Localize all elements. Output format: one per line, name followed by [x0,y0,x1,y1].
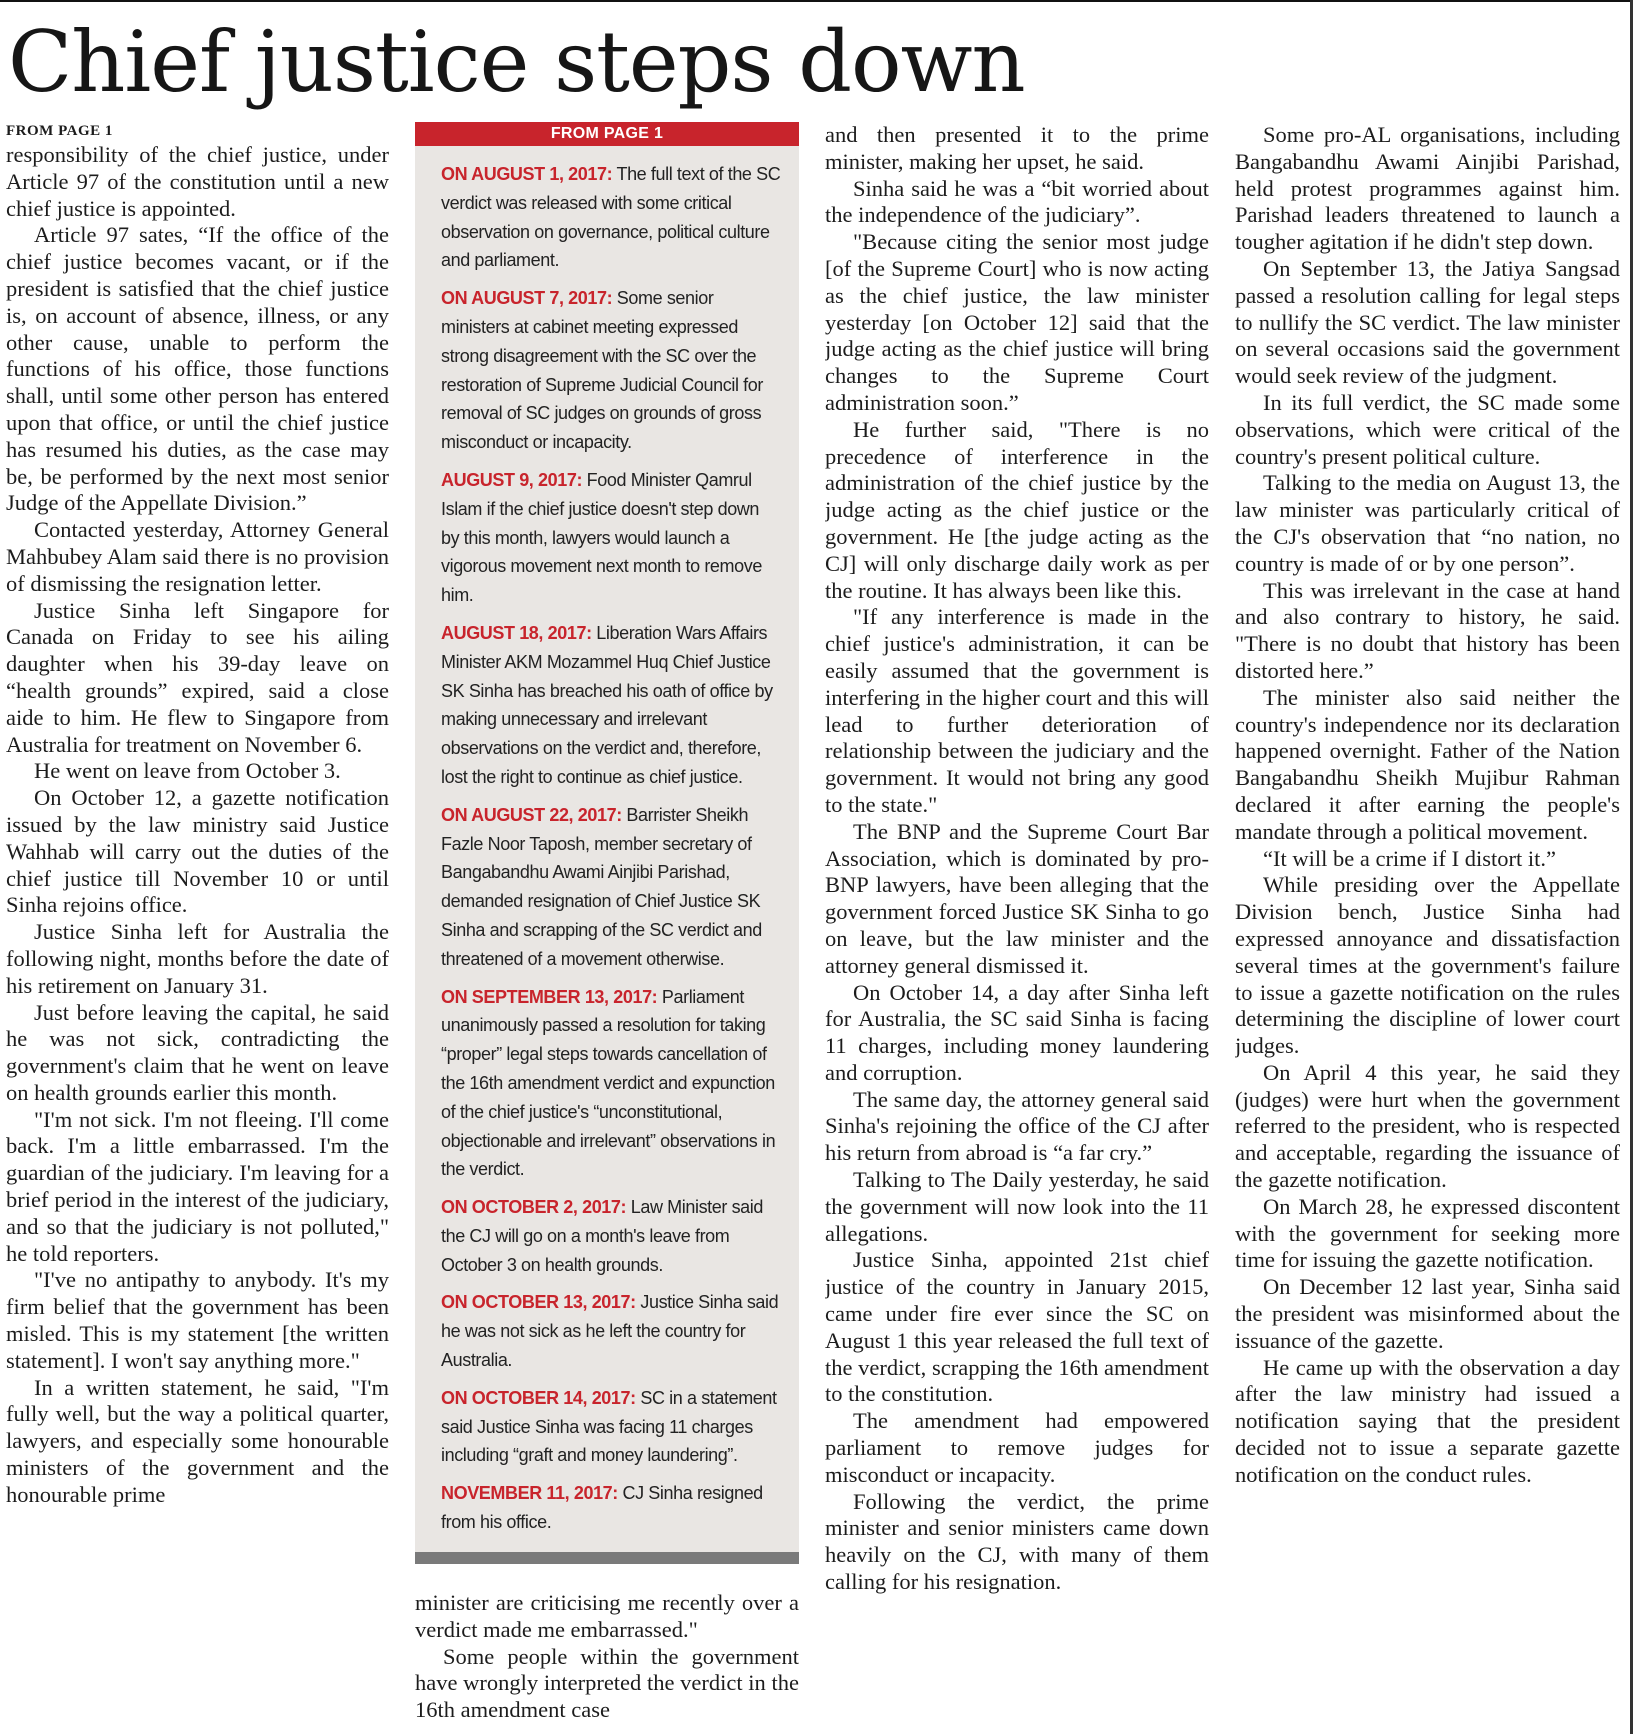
paragraph: Article 97 sates, “If the office of the chief justice becomes vacant, or if the president is satisfied that the chief justice is, on account of absence, illness, or any other cause, unable to perform the functions of his office, those functions shall, until some other person has entered upon that office, or until the chief justice has resumed his duties, as the case may be, be performed by the next most senior Judge of the Appellate Division.” [6,222,389,516]
paragraph: He further said, "There is no precedence of interference in the administration of the chief justice by the judge acting as the chief justice or the government. He [the judge acting as the CJ] will only discharge daily work as per the routine. It has always been like this. [825,416,1209,603]
timeline-entry [441,284,781,457]
timeline-text: Law Minister said the CJ will go on a month's leave from October 3 on health grounds. [441,1197,764,1275]
paragraph: and then presented it to the prime minister, making her upset, he said. [825,122,1209,174]
paragraph: "I'm not sick. I'm not fleeing. I'll come back. I'm a little embarrassed. I'm the guardian of the judiciary. I'm leaving for a brief period in the interest of the judiciary, and so that the judiciary is not polluted," he told reporters. [6,1106,389,1266]
paragraph: Just before leaving the capital, he said he was not sick, contradicting the government's claim that he went on leave on health grounds earlier this month. [6,999,389,1105]
timeline-text: CJ Sinha resigned from his office. [441,1483,763,1533]
top-rule [0,0,1633,2]
paragraph: The minister also said neither the country's independence nor its declaration happened overnight. Father of the Nation Bangabandhu Sheikh Mujibur Rahman declared it after earning the people's mandate through a political movement. [1235,684,1620,844]
timeline-text: Justice Sinha said he was not sick as he left the country for Australia. [441,1292,779,1371]
timeline-footer-bar [415,1552,799,1564]
timeline-entry [441,983,781,1185]
timeline-date: ON AUGUST 22, 2017: [441,804,622,825]
timeline-date: AUGUST 18, 2017: [441,622,592,643]
headline: Chief justice steps down [8,13,1025,111]
timeline-body [415,146,799,1537]
paragraph: "I've no antipathy to anybody. It's my firm belief that the government has been misled. This is my statement [the written statement]. I won't say anything more." [6,1267,389,1373]
timeline-entry [441,1193,781,1279]
timeline-text: Food Minister Qamrul Islam if the chief justice doesn't step down by this month, lawyers would launch a vigorous movement next month to remove him. [441,469,762,606]
timeline-date: NOVEMBER 11, 2017: [441,1483,618,1504]
timeline-date: ON OCTOBER 14, 2017: [441,1387,636,1408]
paragraph: "Because citing the senior most judge [of the Supreme Court] who is now acting as the chief justice, the law minister yesterday [on October 12] said that the judge acting as the chief justice will bring changes to the Supreme Court administration soon.” [825,229,1209,415]
timeline-entry [441,1288,781,1374]
timeline-date: ON SEPTEMBER 13, 2017: [441,986,658,1007]
timeline-entry [441,466,781,610]
column-3 [825,122,1209,1732]
from-page-kicker: FROM PAGE 1 [6,123,113,139]
timeline-text: Liberation Wars Affairs Minister AKM Mozammel Huq Chief Justice SK Sinha has breached his oath of office by making unnecessary and irrelevant observations on the verdict and, therefore, lost the right to continue as chief justice. [441,622,773,787]
column-4 [1235,122,1620,1732]
paragraph: Justice Sinha, appointed 21st chief justice of the country in January 2015, came under fire ever since the SC on August 1 this year released the full text of the verdict, scrapping the 16th amendment to the constitution. [825,1247,1209,1407]
paragraph: On October 14, a day after Sinha left for Australia, the SC said Sinha is facing 11 charges, including money laundering and corruption. [825,979,1209,1085]
paragraph: minister are criticising me recently over a verdict made me embarrassed." [415,1590,799,1642]
timeline-date: ON OCTOBER 2, 2017: [441,1197,627,1218]
paragraph: Talking to The Daily yesterday, he said the government will now look into the 11 allegations. [825,1167,1209,1246]
paragraph: Some pro-AL organisations, including Bangabandhu Awami Ainjibi Parishad, held protest programmes against him. Parishad leaders threatened to launch a tougher agitation if he didn't step down. [1235,122,1620,255]
timeline-text: Some senior ministers at cabinet meeting expressed strong disagreement with the SC over the restoration of Supreme Judicial Council for removal of SC judges on grounds of gross misconduct or incapacity. [441,288,763,453]
timeline-date: AUGUST 9, 2017: [441,469,583,490]
paragraph: Talking to the media on August 13, the law minister was particularly critical of the CJ's observation that “no nation, no country is made of or by one person”. [1235,470,1620,576]
timeline-entry [441,619,781,792]
timeline-date: ON OCTOBER 13, 2017: [441,1292,636,1313]
paragraph: While presiding over the Appellate Division bench, Justice Sinha had expressed annoyance and dissatisfaction several times at the government's failure to issue a gazette notification on the rules determining the discipline of lower court judges. [1235,872,1620,1059]
paragraph: He went on leave from October 3. [34,758,341,784]
timeline-header: FROM PAGE 1 [415,122,799,146]
paragraph: "If any interference is made in the chief justice's administration, it can be easily assumed that the government is interfering in the higher court and this will lead to further deterioration of relationship between the judiciary and the government. It would not bring any good to the state." [825,604,1209,817]
timeline-box [415,122,799,1564]
paragraph: Some people within the government have wrongly interpreted the verdict in the 16th amendment case [415,1643,799,1723]
paragraph: Contacted yesterday, Attorney General Mahbubey Alam said there is no provision of dismissing the resignation letter. [6,517,389,596]
timeline-date: ON AUGUST 1, 2017: [441,164,613,184]
paragraph: The BNP and the Supreme Court Bar Association, which is dominated by pro-BNP lawyers, have been alleging that the government forced Justice SK Sinha to go on leave, but the law minister and the attorney general dismissed it. [825,818,1209,978]
timeline-text: Parliament unanimously passed a resolution for taking “proper” legal steps towards cancellation of the 16th amendment verdict and expunction of the chief justice's “unconstitutional, objectionable and irrelevant” observations in the verdict. [441,986,776,1180]
timeline-entry [441,160,781,275]
paragraph: On December 12 last year, Sinha said the president was misinformed about the issuance of the gazette. [1235,1274,1620,1353]
timeline-entry [441,1384,781,1470]
paragraph: Justice Sinha left Singapore for Canada on Friday to see his ailing daughter when his 39-day leave on “health grounds” expired, said a close aide to him. He flew to Singapore from Australia for treatment on November 6. [6,597,389,757]
column-1 [6,122,389,1732]
paragraph: responsibility of the chief justice, under Article 97 of the constitution until a new chief justice is appointed. [6,142,389,221]
paragraph: In its full verdict, the SC made some observations, which were critical of the country's present political culture. [1235,389,1620,469]
paragraph: Justice Sinha left for Australia the following night, months before the date of his retirement on January 31. [6,919,389,998]
timeline-entry [441,801,781,974]
paragraph: On October 12, a gazette notification issued by the law ministry said Justice Wahhab will carry out the duties of the chief justice till November 10 or until Sinha rejoins office. [6,785,389,918]
timeline-entry [441,1479,781,1537]
timeline-date: ON AUGUST 7, 2017: [441,288,613,309]
timeline-text: SC in a statement said Justice Sinha was facing 11 charges including “graft and money laundering”. [441,1387,777,1466]
paragraph: Following the verdict, the prime minister and senior ministers came down heavily on the CJ, with many of them calling for his resignation. [825,1488,1209,1595]
paragraph: Sinha said he was a “bit worried about the independence of the judiciary”. [825,175,1209,228]
paragraph: He came up with the observation a day after the law ministry had issued a notification saying that the president decided not to issue a separate gazette notification on the conduct rules. [1235,1354,1620,1487]
paragraph: On March 28, he expressed discontent with the government for seeking more time for issuing the gazette notification. [1235,1193,1620,1273]
timeline-text: Barrister Sheikh Fazle Noor Taposh, member secretary of Bangabandhu Awami Ainjibi Parishad, demanded resignation of Chief Justice SK Sinha and scrapping of the SC verdict and threatened of a movement otherwise. [441,804,762,969]
paragraph: In a written statement, he said, "I'm fully well, but the way a political quarter, lawyers, and especially some honourable ministers of the government and the honourable prime [6,1374,389,1507]
paragraph: “It will be a crime if I distort it.” [1263,845,1557,871]
paragraph: This was irrelevant in the case at hand and also contrary to history, he said. "There is no doubt that history has been distorted here.” [1235,577,1620,683]
paragraph: On April 4 this year, he said they (judges) were hurt when the government referred to the president, who is respected and acceptable, regarding the issuance of the gazette notification. [1235,1059,1620,1193]
timeline-text: The full text of the SC verdict was released with some critical observation on governance, political culture and parliament. [441,164,781,271]
paragraph: On September 13, the Jatiya Sangsad passed a resolution calling for legal steps to nullify the SC verdict. The law minister on several occasions said the government would seek review of the judgment. [1235,255,1620,389]
paragraph: The amendment had empowered parliament to remove judges for misconduct or incapacity. [825,1408,1209,1487]
column-2-continuation [415,1590,799,1732]
paragraph: The same day, the attorney general said Sinha's rejoining the office of the CJ after his return from abroad is “a far cry.” [825,1086,1209,1166]
